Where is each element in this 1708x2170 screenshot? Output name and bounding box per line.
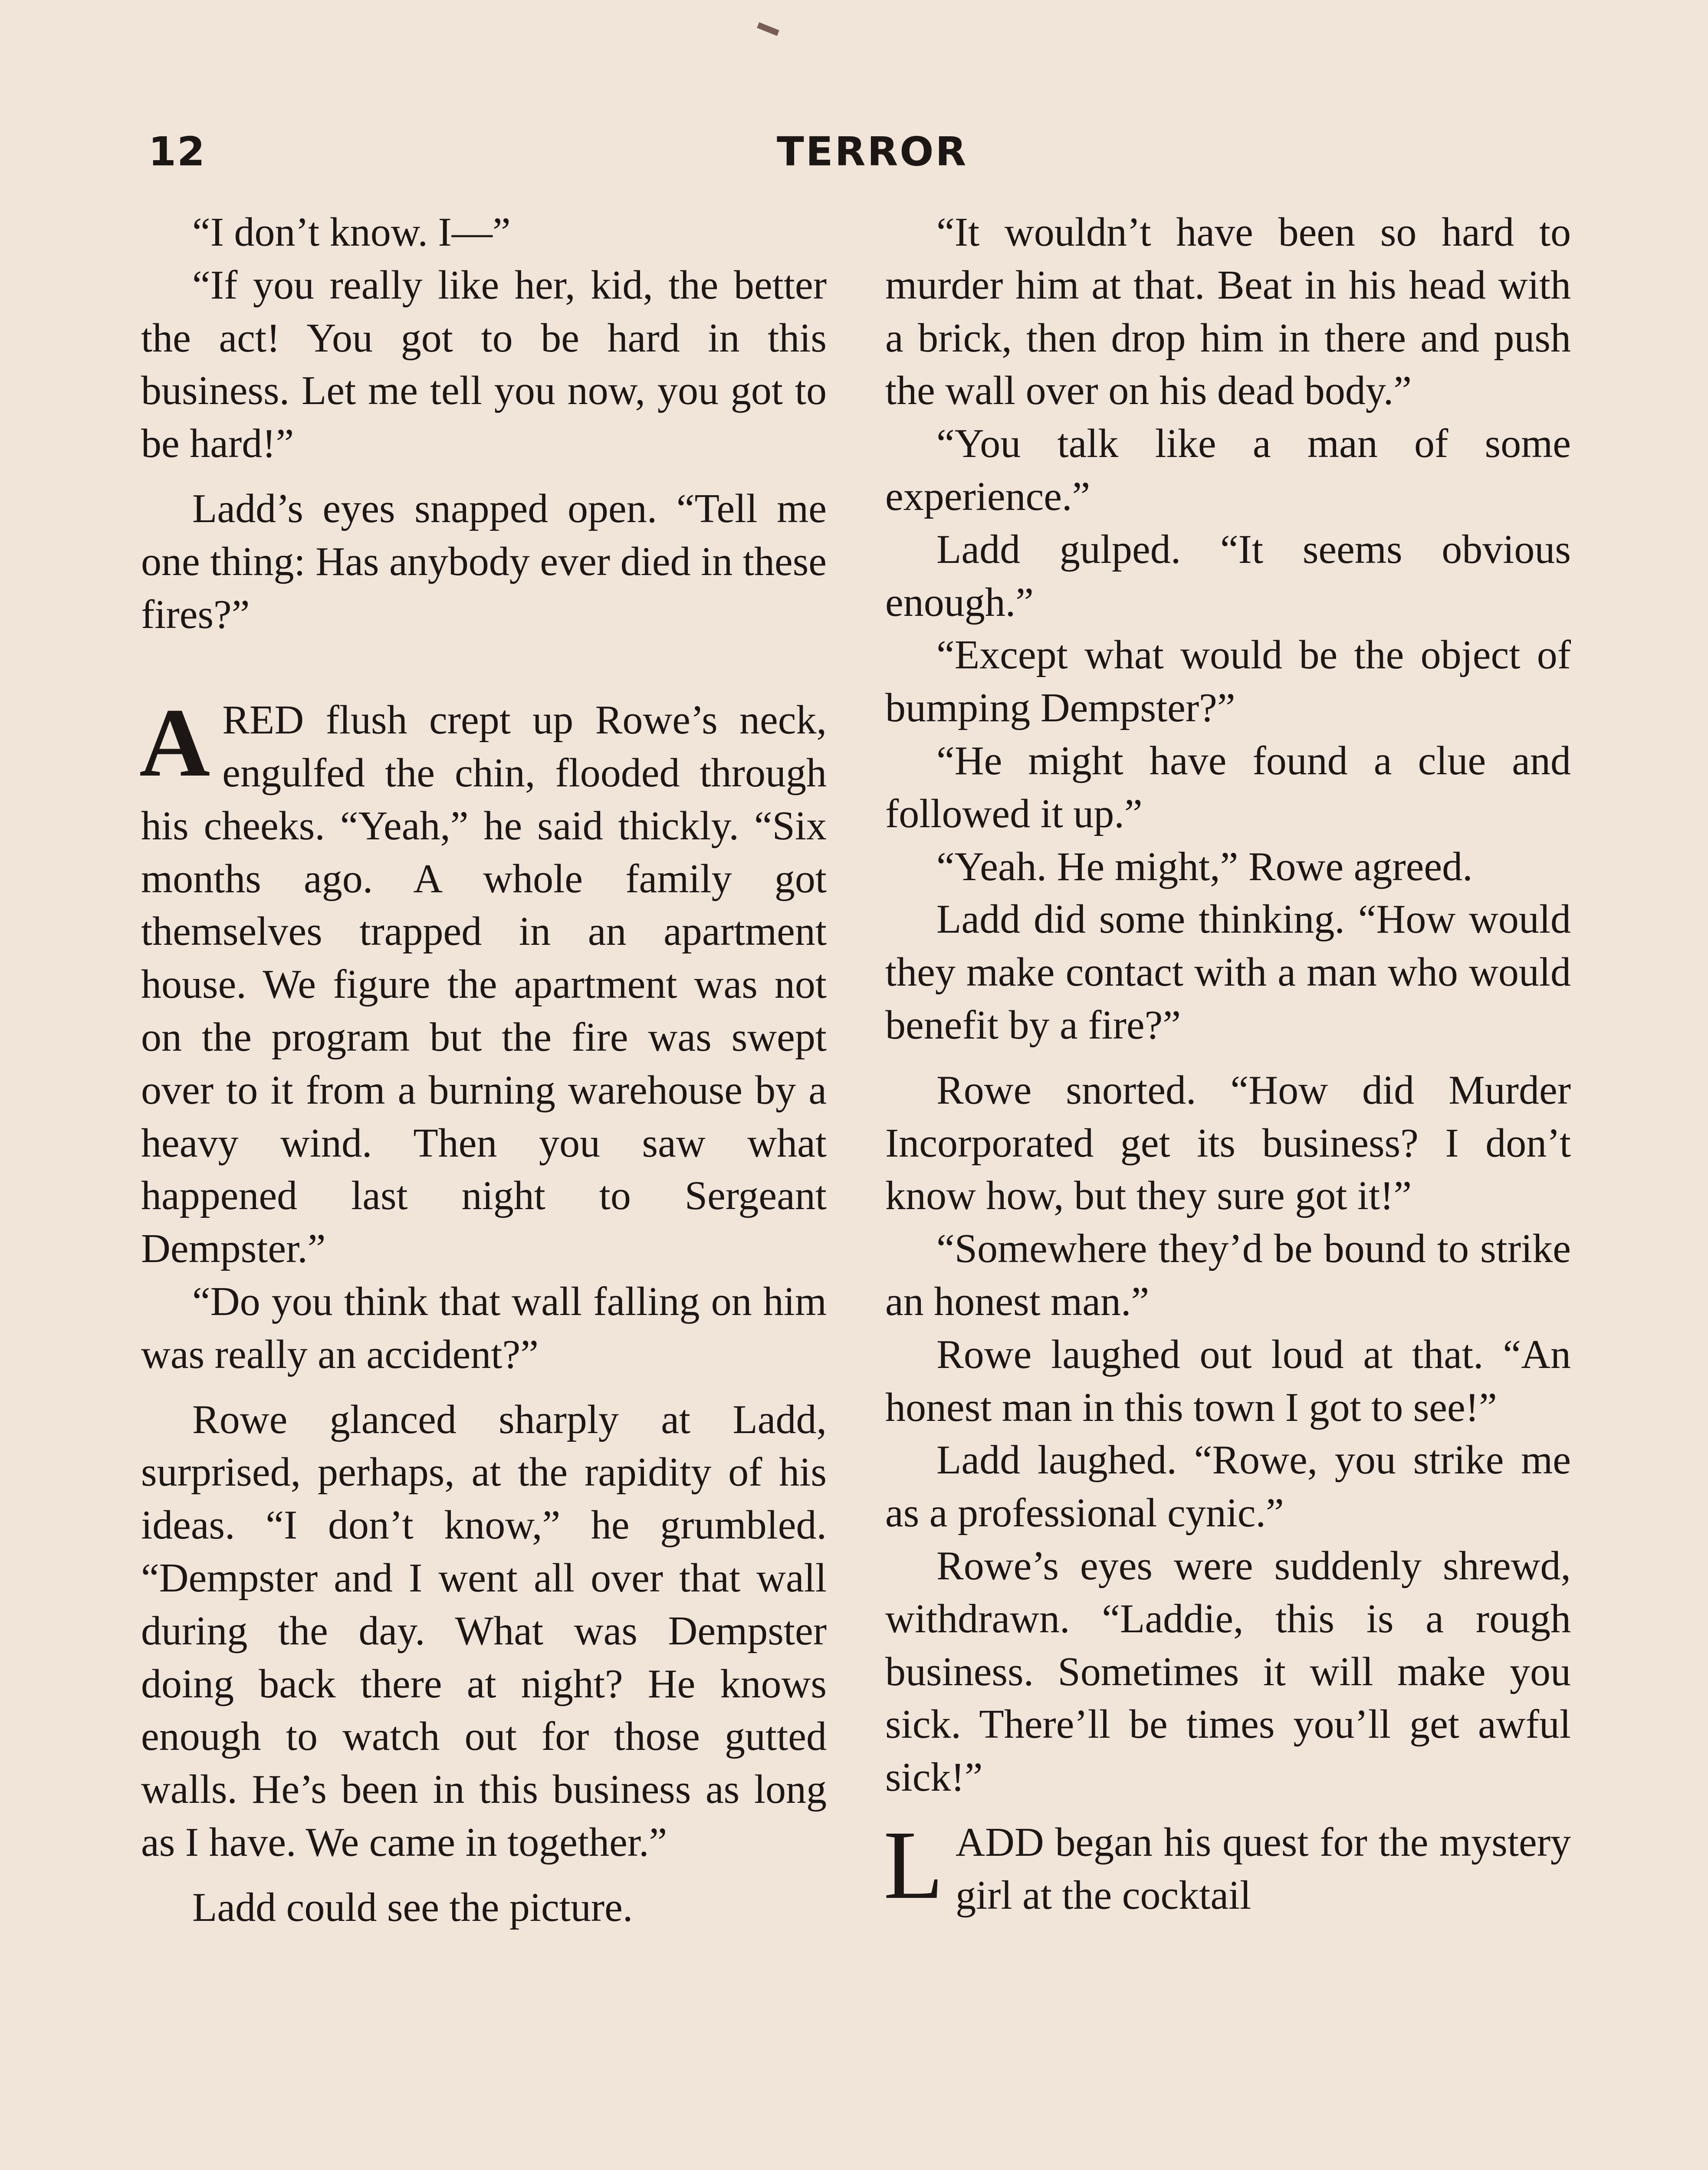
- paragraph: Rowe laughed out loud at that. “An honest man in this town I got to see!”: [885, 1332, 1571, 1430]
- paragraph: “It wouldn’t have been so hard to murder him at that. Beat in his head with a brick, then drop him in there and push the wall over on his dead body.”: [885, 210, 1571, 414]
- paragraph: Rowe snorted. “How did Murder Incorporated get its business? I don’t know how, but they sure got it!”: [885, 1067, 1571, 1219]
- paragraph: “If you really like her, kid, the better the act! You got to be hard in this business. Let me tell you now, you got to be hard!”: [141, 262, 827, 467]
- paragraph: “Somewhere they’d be bound to strike an honest man.”: [885, 1226, 1571, 1324]
- paragraph: “Except what would be the object of bumping Dempster?”: [885, 632, 1571, 731]
- page-speck: [757, 22, 779, 36]
- paragraph: “I don’t know. I—”: [192, 210, 511, 255]
- paragraph: Ladd did some thinking. “How would they make contact with a man who would benefit by a fire?”: [885, 897, 1571, 1048]
- running-head: TERROR: [777, 128, 968, 175]
- paragraph: Rowe glanced sharply at Ladd, surprised, perhaps, at the rapidity of his ideas. “I don’t know,” he grumbled. “Dempster and I went all over that wall during the day. What was Dempster doing back there at night? He knows enough to watch out for those gutted walls. He’s been in this business as long as I have. We came in together.”: [141, 1397, 827, 1865]
- paragraph: “He might have found a clue and followed it up.”: [885, 738, 1571, 836]
- paragraph: Ladd’s eyes snapped open. “Tell me one thing: Has anybody ever died in these fires?”: [141, 486, 827, 637]
- drop-cap: A: [139, 688, 210, 797]
- dropcap-paragraph: [884, 1810, 1571, 1922]
- left-column: [141, 206, 827, 1934]
- paragraph: Ladd could see the picture.: [192, 1884, 633, 1930]
- paragraph: Ladd gulped. “It seems obvious enough.”: [885, 526, 1571, 625]
- paragraph: “Do you think that wall falling on him was really an accident?”: [141, 1279, 827, 1377]
- page-number: 12: [148, 128, 206, 175]
- paragraph-text: ADD began his quest for the mystery girl at the cocktail: [956, 1819, 1571, 1918]
- paragraph: “Yeah. He might,” Rowe agreed.: [936, 844, 1473, 889]
- paragraph-text: RED flush crept up Rowe’s neck, engulfed the chin, flooded through his cheeks. “Yeah,” he said thickly. “Six months ago. A whole family got themselves trapped in an apartment house. We figure the apartment was not on the program but the fire was swept over to it from a burning warehouse by a heavy wind. Then you saw what happened last night to Sergeant Dempster.”: [141, 697, 827, 1272]
- right-column: [885, 206, 1571, 1922]
- dropcap-paragraph: [139, 688, 827, 1276]
- paragraph: Ladd laughed. “Rowe, you strike me as a professional cynic.”: [885, 1437, 1571, 1536]
- drop-cap: L: [884, 1810, 944, 1919]
- paragraph: Rowe’s eyes were suddenly shrewd, withdrawn. “Laddie, this is a rough business. Sometimes it will make you sick. There’ll be times you’ll get awful sick!”: [885, 1543, 1571, 1800]
- page-header: [0, 128, 1708, 185]
- paragraph: “You talk like a man of some experience.”: [885, 421, 1571, 519]
